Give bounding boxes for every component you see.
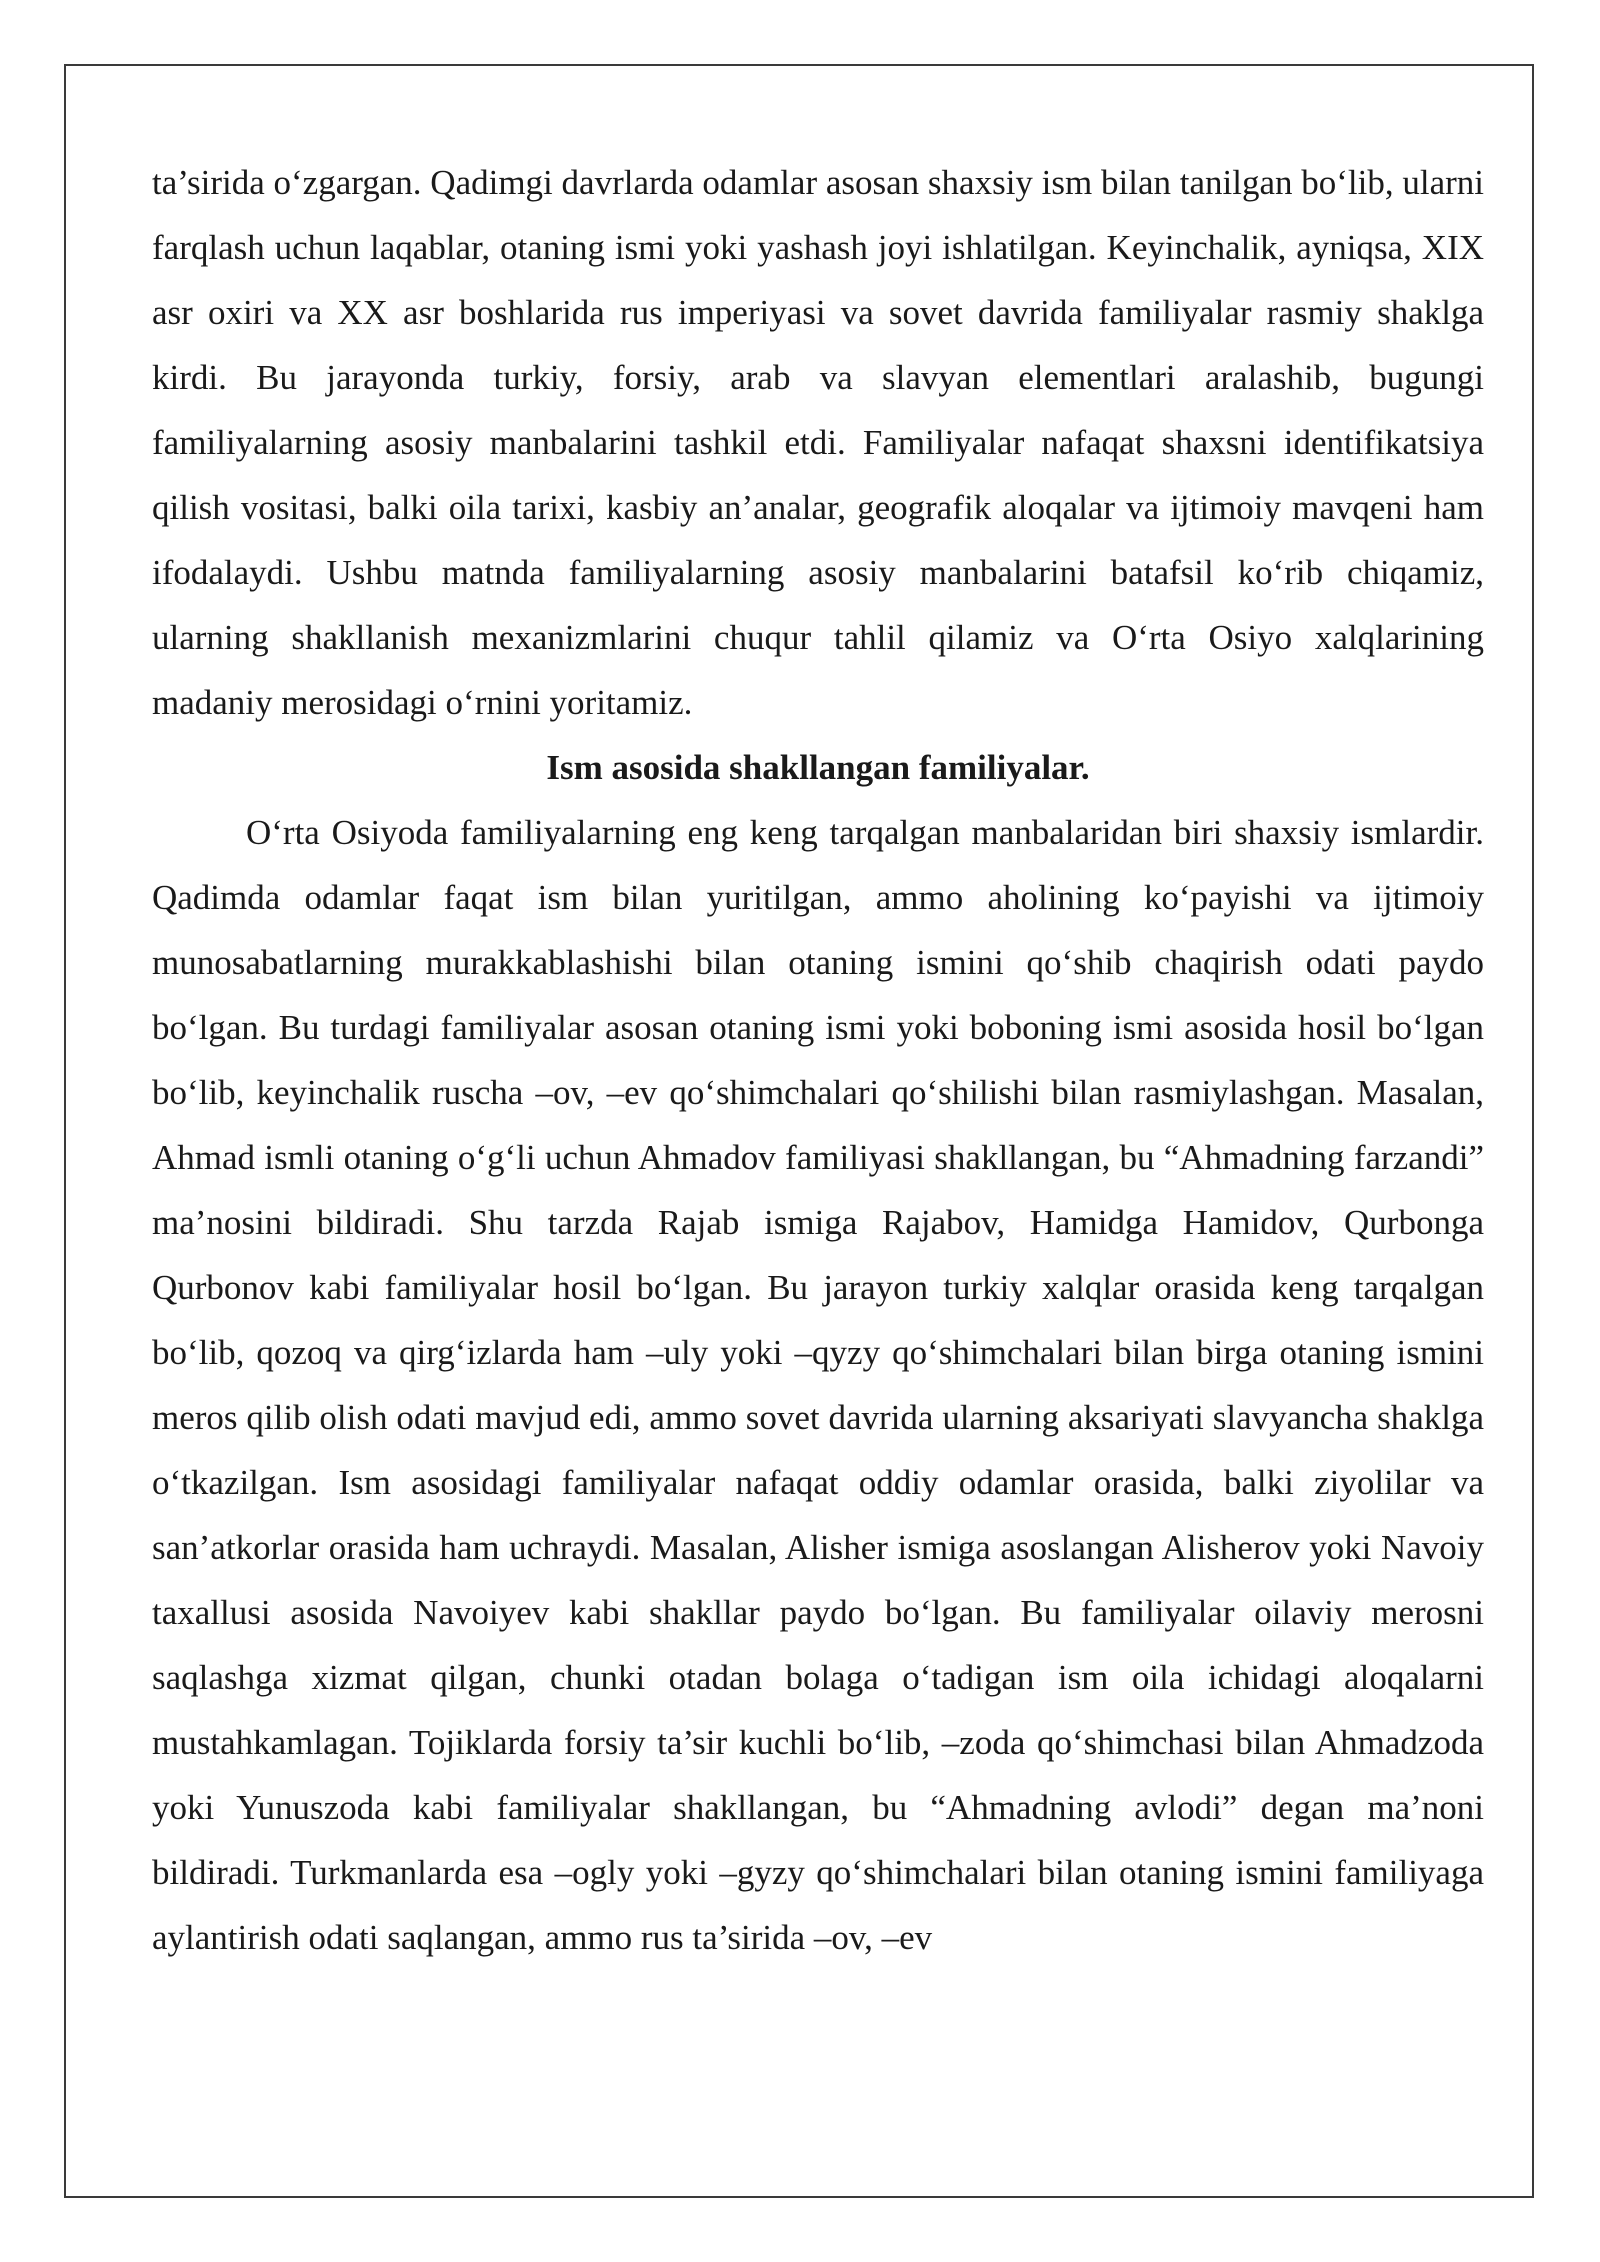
section-paragraph: O‘rta Osiyoda familiyalarning eng keng tarqalgan manbalaridan biri shaxsiy ismlardir. Qadimda odamlar faqat ism bilan yuritilgan, ammo aholining ko‘payishi va ijtimoiy munosabatlarning murakkablashishi bilan otaning ismini qo‘shib chaqirish odati paydo bo‘lgan. Bu turdagi familiyalar asosan otaning ismi yoki boboning ismi asosida hosil bo‘lgan bo‘lib, keyinchalik ruscha –ov, –ev qo‘shimchalari qo‘shilishi bilan rasmiylashgan. Masalan, Ahmad ismli otaning o‘g‘li uchun Ahmadov familiyasi shakllangan, bu “Ahmadning farzandi” ma’nosini bildiradi. Shu tarzda Rajab ismiga Rajabov, Hamidga Hamidov, Qurbonga Qurbonov kabi familiyalar hosil bo‘lgan. Bu jarayon turkiy xalqlar orasida keng tarqalgan bo‘lib, qozoq va qirg‘izlarda ham –uly yoki –qyzy qo‘shimchalari bilan birga otaning ismini meros qilib olish odati mavjud edi, ammo sovet davrida ularning aksariyati slavyancha shaklga o‘tkazilgan. Ism asosidagi familiyalar nafaqat oddiy odamlar orasida, balki ziyolilar va san’atkorlar orasida ham uchraydi. Masalan, Alisher ismiga asoslangan Alisherov yoki Navoiy taxallusi asosida Navoiyev kabi shakllar paydo bo‘lgan. Bu familiyalar oilaviy merosni saqlashga xizmat qilgan, chunki otadan bolaga o‘tadigan ism oila ichidagi aloqalarni mustahkamlagan. Tojiklarda forsiy ta’sir kuchli bo‘lib, –zoda qo‘shimchasi bilan Ahmadzoda yoki Yunuszoda kabi familiyalar shakllangan, bu “Ahmadning avlodi” degan ma’noni bildiradi. Turkmanlarda esa –ogly yoki –gyzy qo‘shimchalari bilan otaning ismini familiyaga aylantirish odati saqlangan, ammo rus ta’sirida –ov, –ev: [152, 813, 1484, 1957]
intro-paragraph: ta’sirida o‘zgargan. Qadimgi davrlarda odamlar asosan shaxsiy ism bilan tanilgan bo‘lib, ularni farqlash uchun laqablar, otaning ismi yoki yashash joyi ishlatilgan. Keyinchalik, ayniqsa, XIX asr oxiri va XX asr boshlarida rus imperiyasi va sovet davrida familiyalar rasmiy shaklga kirdi. Bu jarayonda turkiy, forsiy, arab va slavyan elementlari aralashib, bugungi familiyalarning asosiy manbalarini tashkil etdi. Familiyalar nafaqat shaxsni identifikatsiya qilish vositasi, balki oila tarixi, kasbiy an’analar, geografik aloqalar va ijtimoiy mavqeni ham ifodalaydi. Ushbu matnda familiyalarning asosiy manbalarini batafsil ko‘rib chiqamiz, ularning shakllanish mexanizmlarini chuqur tahlil qilamiz va O‘rta Osiyo xalqlarining madaniy merosidagi o‘rnini yoritamiz.: [152, 163, 1484, 722]
section-heading: Ism asosida shakllangan familiyalar.: [546, 748, 1090, 787]
document-body: [152, 150, 1484, 1970]
